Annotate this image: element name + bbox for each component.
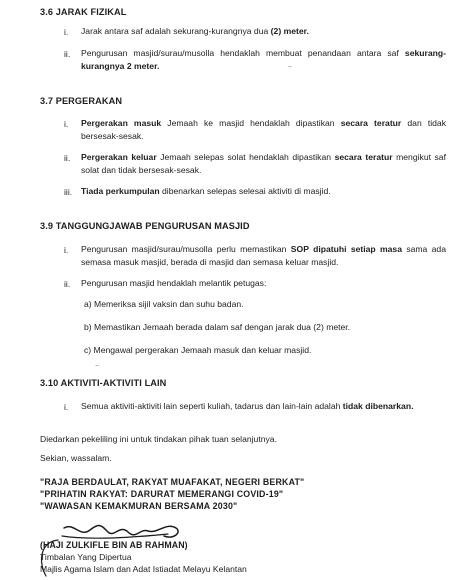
item-number: i. [64, 119, 69, 129]
motto-3: "WAWASAN KEMAKMURAN BERSAMA 2030" [40, 501, 238, 511]
text-run: Pengurusan masjid/surau/musolla hendaklah membuat penandaan antara saf [81, 48, 405, 58]
sub-item-c: c) Mengawal pergerakan Jemaah masuk dan keluar masjid. [84, 345, 312, 355]
section-heading-3-10: 3.10 AKTIVITI-AKTIVITI LAIN [40, 378, 167, 388]
item-number: i. [64, 27, 69, 37]
text-run-bold: secara teratur [334, 152, 393, 162]
text-run-bold: (2) meter. [270, 26, 309, 36]
text-run-bold: Pergerakan keluar [81, 152, 157, 162]
text-run: Jemaah ke masjid hendaklah dipastikan [161, 118, 341, 128]
signatory-name: (HAJI ZULKIFLE BIN AB RAHMAN) [40, 540, 188, 550]
section-heading-3-6: 3.6 JARAK FIZIKAL [40, 7, 127, 17]
stray-mark: ⁻ [288, 63, 293, 72]
text-run-bold: Pergerakan masuk [81, 118, 162, 128]
section-heading-3-7: 3.7 PERGERAKAN [40, 96, 123, 106]
item-number: ii. [64, 279, 71, 289]
item-text [81, 47, 446, 73]
item-text: Pengurusan masjid hendaklah melantik petugas: [81, 278, 267, 288]
section-heading-3-9: 3.9 TANGGUNGJAWAB PENGURUSAN MASJID [40, 221, 250, 231]
sub-item-b: b) Memastikan Jemaah berada dalam saf dengan jarak dua (2) meter. [84, 322, 351, 332]
text-run: Jemaah selepas solat hendaklah dipastikan [156, 152, 335, 162]
text-run: Pengurusan masjid/surau/musolla perlu memastikan [81, 244, 291, 254]
text-run: sama ada semasa masuk masjid, berada di masjid dan semasa keluar masjid. [81, 244, 446, 267]
item-number: i. [64, 245, 69, 255]
item-text [81, 400, 446, 413]
text-run-bold: SOP dipatuhi setiap masa [290, 244, 402, 254]
item-number: iii. [64, 187, 73, 197]
item-text [81, 243, 446, 269]
text-run: dibenarkan selepas selesai aktiviti di masjid. [159, 186, 331, 196]
motto-1: "RAJA BERDAULAT, RAKYAT MUAFAKAT, NEGERI BERKAT" [40, 477, 305, 487]
text-run-bold: sekurang-kurangnya 2 meter. [81, 48, 446, 71]
item-text [81, 25, 446, 38]
closing-salam: Sekian, wassalam. [40, 453, 112, 463]
text-run: dan tidak bersesak-sesak. [81, 118, 446, 141]
text-run: Semua aktiviti-aktiviti lain seperti kuliah, tadarus dan lain-lain adalah [81, 401, 343, 411]
item-text [81, 151, 446, 177]
signatory-organization: Majlis Agama Islam dan Adat Istiadat Melayu Kelantan [40, 564, 247, 574]
closing-line: Diedarkan pekeliling ini untuk tindakan pihak tuan selanjutnya. [40, 434, 277, 444]
item-text [81, 185, 446, 198]
stray-mark: ⁻ [95, 362, 100, 371]
text-run: Jarak antara saf adalah sekurang-kurangnya dua [81, 26, 271, 36]
text-run-bold: Tiada perkumpulan [81, 186, 160, 196]
text-run: mengikut saf solat dan tidak bersesak-sesak. [81, 152, 446, 175]
motto-2: "PRIHATIN RAKYAT: DARURAT MEMERANGI COVID-19" [40, 489, 284, 499]
item-text [81, 117, 446, 143]
text-run-bold: secara teratur [340, 118, 402, 128]
text-run-bold: tidak dibenarkan. [342, 401, 414, 411]
item-number: ii. [64, 49, 71, 59]
sub-item-a: a) Memeriksa sijil vaksin dan suhu badan. [84, 299, 244, 309]
item-number: i. [64, 402, 69, 412]
item-number: ii. [64, 153, 71, 163]
signatory-title: Timbalan Yang Dipertua [40, 552, 132, 562]
